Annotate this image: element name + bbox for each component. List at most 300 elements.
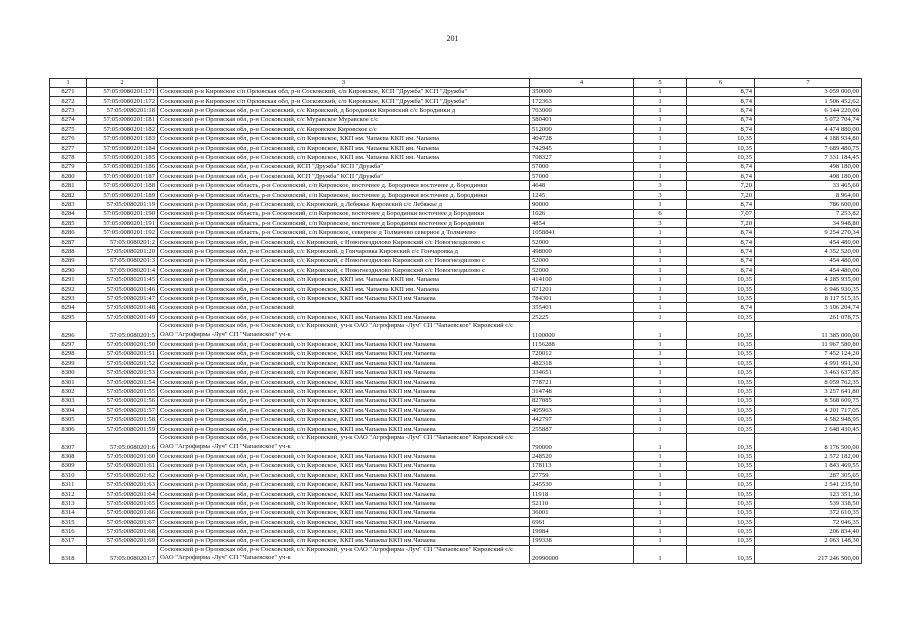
table-body: [50, 79, 862, 564]
location-cell: Сосковский р-н Орловская обл, р-н Сосковский, с/с Кировский, д Гончаровка Кировский с/с Гончаровка д: [158, 247, 530, 256]
table-row: [50, 434, 862, 452]
rate-cell: 10,35: [687, 275, 755, 284]
rate-cell: 10,35: [687, 452, 755, 461]
location-cell: Сосковский р-н Орловская обл, р-н Сосковский, с/с Кировское Кировское с/с: [158, 125, 530, 134]
table-row: [50, 162, 862, 171]
cadastral-number-cell: 57:05:0080201:49: [87, 312, 158, 321]
value-cell: 123 351,30: [755, 489, 862, 498]
table-row: [50, 275, 862, 284]
value-cell: 4 991 991,30: [755, 359, 862, 368]
table-row: [50, 424, 862, 433]
rate-cell: 8,74: [687, 162, 755, 171]
table-row: [50, 106, 862, 115]
row-number-cell: 8273: [50, 106, 87, 115]
location-cell: Сосковский р-н Орловская обл, р-н Сосковский, с/п Кировское, ККП им. Чапаева ККП им. Чапаева: [158, 143, 530, 152]
coefficient-cell: 1: [634, 284, 687, 293]
value-cell: 5 072 704,74: [755, 115, 862, 124]
area-cell: 20990000: [530, 546, 634, 564]
table-row: [50, 218, 862, 227]
location-cell: Сосковский р-н Орловская обл, р-н Сосковский, с/с Кировский, с Новогнездилово Кировский с/с Новогнездилово с: [158, 265, 530, 274]
value-cell: 7 253,82: [755, 209, 862, 218]
cadastral-number-cell: 57:05:0080201:7: [87, 546, 158, 564]
table-header-row: [50, 79, 862, 88]
area-cell: 827885: [530, 396, 634, 405]
cadastral-number-cell: 57:05:0080201:182: [87, 125, 158, 134]
row-number-cell: 8300: [50, 368, 87, 377]
coefficient-cell: 1: [634, 87, 687, 96]
area-cell: 172363: [530, 96, 634, 105]
rate-cell: 8,74: [687, 237, 755, 246]
value-cell: 2 572 182,00: [755, 452, 862, 461]
coefficient-cell: 1: [634, 115, 687, 124]
column-header: 4: [530, 79, 634, 88]
row-number-cell: 8304: [50, 406, 87, 415]
area-cell: 784301: [530, 294, 634, 303]
cadastral-number-cell: 57:05:0080201:63: [87, 480, 158, 489]
table-row: [50, 265, 862, 274]
table-row: [50, 415, 862, 424]
area-cell: 27759: [530, 470, 634, 479]
row-number-cell: 8284: [50, 209, 87, 218]
area-cell: 178113: [530, 461, 634, 470]
area-cell: 255887: [530, 424, 634, 433]
area-cell: 52110: [530, 499, 634, 508]
rate-cell: 8,74: [687, 115, 755, 124]
location-cell: Сосковский р-н Орловская обл, р-н Сосковский, с/п Кировское, ККП им Чапаева ККП им Чапаева: [158, 294, 530, 303]
location-cell: Сосковский р-н Орловская обл, р-н Сосковский, с/п Кировское, ККП им.Чапаева ККП им.Чапаева: [158, 480, 530, 489]
value-cell: 33 465,60: [755, 181, 862, 190]
coefficient-cell: 1: [634, 143, 687, 152]
cadastral-number-cell: 57:05:0080201:55: [87, 387, 158, 396]
cadastral-number-cell: 57:05:0080201:53: [87, 368, 158, 377]
area-cell: 11918: [530, 489, 634, 498]
row-number-cell: 8291: [50, 275, 87, 284]
location-cell: Сосковский р-н Орловская обл, р-н Сосковский, с/п Кировское, ККП им.Чапаева ККП им.Чапаева: [158, 359, 530, 368]
area-cell: 199338: [530, 536, 634, 545]
coefficient-cell: 1: [634, 275, 687, 284]
coefficient-cell: 1: [634, 517, 687, 526]
area-cell: 1026: [530, 209, 634, 218]
rate-cell: 10,35: [687, 470, 755, 479]
cadastral-number-cell: 57:05:0080201:4: [87, 265, 158, 274]
table-row: [50, 489, 862, 498]
cadastral-number-cell: 57:05:0080201:59: [87, 424, 158, 433]
location-cell: Сосковский р-н Орловская обл, р-н Сосковский, с/п Кировское, ККП им. Чапаева ККП им. Чапаева: [158, 284, 530, 293]
value-cell: 2 648 430,45: [755, 424, 862, 433]
area-cell: 742945: [530, 143, 634, 152]
row-number-cell: 8307: [50, 434, 87, 452]
value-cell: 498 180,00: [755, 162, 862, 171]
location-cell: Сосковский р-н Орловская обл, р-н Сосковский: [158, 303, 530, 312]
rate-cell: 10,35: [687, 508, 755, 517]
location-cell: Сосковский р-н Орловская обл, р-н Сосковский, с/п Кировское, ККП им. Чапаева ККП им. Чапаева: [158, 275, 530, 284]
rate-cell: 8,74: [687, 172, 755, 181]
row-number-cell: 8280: [50, 172, 87, 181]
value-cell: 261 078,75: [755, 312, 862, 321]
rate-cell: 10,35: [687, 349, 755, 358]
value-cell: 4 201 717,05: [755, 406, 862, 415]
rate-cell: 10,35: [687, 396, 755, 405]
cadastral-number-cell: 57:05:0080201:45: [87, 275, 158, 284]
row-number-cell: 8279: [50, 162, 87, 171]
area-cell: 355401: [530, 303, 634, 312]
row-number-cell: 8308: [50, 452, 87, 461]
location-cell: Сосковский р-н Орловская обл, р-н Сосковский, с/п Кировское, ККП им.Чапаева ККП им.Чапаева: [158, 461, 530, 470]
rate-cell: 10,35: [687, 406, 755, 415]
table-row: [50, 303, 862, 312]
table-row: [50, 349, 862, 358]
value-cell: 6 144 220,00: [755, 106, 862, 115]
rate-cell: 10,35: [687, 536, 755, 545]
coefficient-cell: 1: [634, 153, 687, 162]
table-row: [50, 536, 862, 545]
rate-cell: 10,35: [687, 312, 755, 321]
location-cell: Сосковский р-н Орловская обл, р-н Сосковский, с/п Кировское, ККП им.Чапаева ККП им.Чапаева: [158, 387, 530, 396]
value-cell: 8 176 500,00: [755, 434, 862, 452]
cadastral-number-cell: 57:05:0080201:64: [87, 489, 158, 498]
value-cell: 498 180,00: [755, 172, 862, 181]
coefficient-cell: 1: [634, 508, 687, 517]
cadastral-number-cell: 57:05:0080201:47: [87, 294, 158, 303]
area-cell: 1100000: [530, 322, 634, 340]
cadastral-number-cell: 57:05:0080201:57: [87, 406, 158, 415]
rate-cell: 10,35: [687, 368, 755, 377]
rate-cell: 7,07: [687, 209, 755, 218]
coefficient-cell: 1: [634, 359, 687, 368]
rate-cell: 10,35: [687, 499, 755, 508]
row-number-cell: 8316: [50, 527, 87, 536]
table-row: [50, 209, 862, 218]
row-number-cell: 8310: [50, 470, 87, 479]
table-row: [50, 396, 862, 405]
coefficient-cell: 3: [634, 190, 687, 199]
table-row: [50, 377, 862, 386]
table-row: [50, 406, 862, 415]
area-cell: 512000: [530, 125, 634, 134]
coefficient-cell: 1: [634, 434, 687, 452]
table-row: [50, 527, 862, 536]
location-cell: Сосковский р-н Орловская обл, р-н Сосковский, с/п Кировское, ККП им.Чапаева ККП им.Чапаева: [158, 349, 530, 358]
rate-cell: 10,35: [687, 340, 755, 349]
rate-cell: 7,20: [687, 181, 755, 190]
table-row: [50, 499, 862, 508]
value-cell: 539 338,50: [755, 499, 862, 508]
row-number-cell: 8315: [50, 517, 87, 526]
coefficient-cell: 3: [634, 181, 687, 190]
cadastral-number-cell: 57:05:0080201:65: [87, 499, 158, 508]
cadastral-number-cell: 57:05:0080201:56: [87, 396, 158, 405]
area-cell: 4648: [530, 181, 634, 190]
row-number-cell: 8276: [50, 134, 87, 143]
value-cell: 4 474 880,00: [755, 125, 862, 134]
cadastral-number-cell: 57:05:0080201:20: [87, 247, 158, 256]
row-number-cell: 8272: [50, 96, 87, 105]
table-row: [50, 508, 862, 517]
coefficient-cell: 1: [634, 396, 687, 405]
coefficient-cell: 3: [634, 218, 687, 227]
value-cell: 7 689 480,75: [755, 143, 862, 152]
value-cell: 287 305,65: [755, 470, 862, 479]
value-cell: 1 506 452,62: [755, 96, 862, 105]
cadastral-number-cell: 57:05:0080201:190: [87, 209, 158, 218]
location-cell: Сосковский р-н Орловская обл, р-н Сосковский, с/с Кировский, д Бородинки Кировский с/с Бородинки д: [158, 106, 530, 115]
value-cell: 11 967 580,80: [755, 340, 862, 349]
row-number-cell: 8271: [50, 87, 87, 96]
coefficient-cell: 1: [634, 546, 687, 564]
cadastral-number-cell: 57:05:0080201:187: [87, 172, 158, 181]
rate-cell: 10,35: [687, 134, 755, 143]
rate-cell: 8,74: [687, 96, 755, 105]
cadastral-number-cell: 57:05:0080201:62: [87, 470, 158, 479]
location-cell: Сосковский р-н Орловская обл, р-н Сосковский, с/с Кировский, уч-к ОАО "Агрофирма -Луч" СП "Чапаевское" Кировский с/с ОАО "Агрофирма -Луч" СП "Чапаевское" уч-к: [158, 322, 530, 340]
table-row: [50, 134, 862, 143]
row-number-cell: 8293: [50, 294, 87, 303]
table-row: [50, 546, 862, 564]
table-row: [50, 340, 862, 349]
rate-cell: 10,35: [687, 434, 755, 452]
row-number-cell: 8297: [50, 340, 87, 349]
value-cell: 454 480,00: [755, 256, 862, 265]
rate-cell: 10,35: [687, 546, 755, 564]
area-cell: 1245: [530, 190, 634, 199]
row-number-cell: 8311: [50, 480, 87, 489]
row-number-cell: 8299: [50, 359, 87, 368]
coefficient-cell: 1: [634, 480, 687, 489]
location-cell: Сосковский р-н Орловская обл, р-н Сосковский, с/с Кировский, с Новогнездилово Кировский с/с Новогнездилово с: [158, 237, 530, 246]
area-cell: 245530: [530, 480, 634, 489]
area-cell: 57000: [530, 172, 634, 181]
location-cell: Сосковский р-н Орловская обл, р-н Сосковский, с/с Кировский, уч-к ОАО "Агрофирма -Луч" СП "Чапаевское" Кировский с/с ОАО "Агрофирма -Луч" СП "Чапаевское" уч-к: [158, 434, 530, 452]
coefficient-cell: 1: [634, 294, 687, 303]
cadastral-number-cell: 57:05:0080201:171: [87, 87, 158, 96]
coefficient-cell: 1: [634, 452, 687, 461]
value-cell: 4 352 520,00: [755, 247, 862, 256]
rate-cell: 10,35: [687, 424, 755, 433]
area-cell: 52000: [530, 237, 634, 246]
row-number-cell: 8294: [50, 303, 87, 312]
cadastral-number-cell: 57:05:0080201:184: [87, 143, 158, 152]
value-cell: 8 059 762,35: [755, 377, 862, 386]
value-cell: 4 285 935,00: [755, 275, 862, 284]
coefficient-cell: 1: [634, 499, 687, 508]
coefficient-cell: 6: [634, 209, 687, 218]
rate-cell: 10,35: [687, 377, 755, 386]
row-number-cell: 8296: [50, 322, 87, 340]
area-cell: 314748: [530, 387, 634, 396]
row-number-cell: 8313: [50, 499, 87, 508]
cadastral-number-cell: 57:05:0080201:189: [87, 190, 158, 199]
column-header: 7: [755, 79, 862, 88]
location-cell: Сосковский р-н Орловская обл, р-н Сосковский, с/п Кировское, ККП им.Чапаева ККП им.Чапаева: [158, 368, 530, 377]
cadastral-number-cell: 57:05:0080201:50: [87, 340, 158, 349]
row-number-cell: 8303: [50, 396, 87, 405]
value-cell: 8 964,00: [755, 190, 862, 199]
table-row: [50, 153, 862, 162]
rate-cell: 10,35: [687, 284, 755, 293]
cadastral-number-cell: 57:05:0080201:69: [87, 536, 158, 545]
table-row: [50, 143, 862, 152]
coefficient-cell: 1: [634, 340, 687, 349]
table-row: [50, 470, 862, 479]
row-number-cell: 8309: [50, 461, 87, 470]
area-cell: 703000: [530, 106, 634, 115]
value-cell: 3 463 637,85: [755, 368, 862, 377]
area-cell: 6961: [530, 517, 634, 526]
location-cell: Сосковский р-н Орловская обл, р-н Сосковский, КСП "Дружба" КСП "Дружба": [158, 162, 530, 171]
location-cell: Сосковский р-н Орловская область, р-н Сосковский, с/п Кировское, восточнее д. Бородинки восточнее д. Бородинки: [158, 181, 530, 190]
value-cell: 372 610,35: [755, 508, 862, 517]
location-cell: Сосковский р-н Орловская обл, р-н Сосковский, с/п Кировское, ККП им.Чапаева ККП им.Чапаева: [158, 406, 530, 415]
cadastral-value-table: [49, 78, 862, 564]
table-row: [50, 247, 862, 256]
location-cell: Сосковский р-н Орловская обл, р-н Сосковский, с/п Кировское, ККП им.Чапаева ККП им.Чапаева: [158, 536, 530, 545]
coefficient-cell: 1: [634, 96, 687, 105]
table-row: [50, 172, 862, 181]
cadastral-number-cell: 57:05:0080201:61: [87, 461, 158, 470]
area-cell: 90000: [530, 200, 634, 209]
table-row: [50, 359, 862, 368]
page-number: 201: [446, 34, 459, 43]
rate-cell: 10,35: [687, 143, 755, 152]
rate-cell: 10,35: [687, 322, 755, 340]
cadastral-number-cell: 57:05:0080201:6: [87, 434, 158, 452]
value-cell: 11 385 000,00: [755, 322, 862, 340]
table-row: [50, 87, 862, 96]
coefficient-cell: 1: [634, 200, 687, 209]
table-row: [50, 125, 862, 134]
location-cell: Сосковский р-н Орловская обл, р-н Сосковский, с/с Кировский, д Лебяжье Кировский с/с Лебяжье д: [158, 200, 530, 209]
row-number-cell: 8278: [50, 153, 87, 162]
location-cell: Сосковский р-н Орловская обл, р-н Сосковский, с/п Кировское, ККП им.Чапаева ККП им.Чапаева: [158, 340, 530, 349]
area-cell: 442797: [530, 415, 634, 424]
area-cell: 1156288: [530, 340, 634, 349]
cadastral-number-cell: 57:05:0080201:58: [87, 415, 158, 424]
area-cell: 708327: [530, 153, 634, 162]
rate-cell: 8,74: [687, 256, 755, 265]
row-number-cell: 8288: [50, 247, 87, 256]
rate-cell: 10,35: [687, 359, 755, 368]
value-cell: 72 046,35: [755, 517, 862, 526]
coefficient-cell: 1: [634, 228, 687, 237]
coefficient-cell: 1: [634, 536, 687, 545]
cadastral-number-cell: 57:05:0080201:18: [87, 106, 158, 115]
table-row: [50, 228, 862, 237]
rate-cell: 10,35: [687, 489, 755, 498]
value-cell: 3 059 000,00: [755, 87, 862, 96]
location-cell: Сосковский р-н Орловская обл, р-н Сосковский, с/п Кировское, ККП им.Чапаева ККП им.Чапаева: [158, 527, 530, 536]
coefficient-cell: 1: [634, 265, 687, 274]
value-cell: 2 063 148,30: [755, 536, 862, 545]
rate-cell: 8,74: [687, 106, 755, 115]
row-number-cell: 8302: [50, 387, 87, 396]
row-number-cell: 8314: [50, 508, 87, 517]
area-cell: 36001: [530, 508, 634, 517]
value-cell: 4 582 948,95: [755, 415, 862, 424]
table-row: [50, 517, 862, 526]
row-number-cell: 8295: [50, 312, 87, 321]
rate-cell: 8,74: [687, 303, 755, 312]
coefficient-cell: 1: [634, 470, 687, 479]
row-number-cell: 8285: [50, 218, 87, 227]
location-cell: Сосковский р-н Орловская обл, р-н Сосковский, с/п Кировское, ККП им.Чапаева ККП им.Чапаева: [158, 396, 530, 405]
coefficient-cell: 1: [634, 415, 687, 424]
table-row: [50, 115, 862, 124]
coefficient-cell: 1: [634, 349, 687, 358]
cadastral-number-cell: 57:05:0080201:188: [87, 181, 158, 190]
coefficient-cell: 1: [634, 172, 687, 181]
row-number-cell: 8281: [50, 181, 87, 190]
row-number-cell: 8312: [50, 489, 87, 498]
value-cell: 786 600,00: [755, 200, 862, 209]
rate-cell: 8,74: [687, 200, 755, 209]
location-cell: Сосковский р-н Орловская обл, р-н Сосковский, с/п Кировское, ККП им.Чапаева ККП им.Чапаева: [158, 377, 530, 386]
location-cell: Сосковский р-н Орловская обл, р-н Сосковский, с/п Кировское, ККП им.Чапаева ККП им.Чапаева: [158, 470, 530, 479]
value-cell: 454 480,00: [755, 265, 862, 274]
cadastral-number-cell: 57:05:0080201:66: [87, 508, 158, 517]
row-number-cell: 8277: [50, 143, 87, 152]
rate-cell: 7,20: [687, 218, 755, 227]
coefficient-cell: 1: [634, 247, 687, 256]
coefficient-cell: 1: [634, 106, 687, 115]
value-cell: 2 541 235,50: [755, 480, 862, 489]
table-row: [50, 387, 862, 396]
location-cell: Сосковский р-н Орловская обл, р-н Сосковский, с/с Муравское Муравское с/с: [158, 115, 530, 124]
row-number-cell: 8292: [50, 284, 87, 293]
value-cell: 6 946 930,35: [755, 284, 862, 293]
area-cell: 790000: [530, 434, 634, 452]
rate-cell: 10,35: [687, 461, 755, 470]
rate-cell: 7,20: [687, 190, 755, 199]
location-cell: Сосковский р-н Орловская область, р-н Сосковский, с/п Кировское, восточнее д Бородинки восточнее д Бородинки: [158, 209, 530, 218]
table-row: [50, 312, 862, 321]
table-row: [50, 256, 862, 265]
value-cell: 454 480,00: [755, 237, 862, 246]
column-header: 1: [50, 79, 87, 88]
rate-cell: 8,74: [687, 125, 755, 134]
cadastral-number-cell: 57:05:0080201:54: [87, 377, 158, 386]
coefficient-cell: 1: [634, 406, 687, 415]
row-number-cell: 8305: [50, 415, 87, 424]
row-number-cell: 8286: [50, 228, 87, 237]
area-cell: 1058841: [530, 228, 634, 237]
area-cell: 671201: [530, 284, 634, 293]
rate-cell: 10,35: [687, 294, 755, 303]
area-cell: 404728: [530, 134, 634, 143]
location-cell: Сосковский р-н Орловская область, р-н Сосковский, с/п Кировское, восточнее д Бородинки восточнее д Бородинки: [158, 218, 530, 227]
area-cell: 482318: [530, 359, 634, 368]
cadastral-number-cell: 57:05:0080201:186: [87, 162, 158, 171]
table-row: [50, 480, 862, 489]
value-cell: 8 117 515,35: [755, 294, 862, 303]
cadastral-number-cell: 57:05:0080201:2: [87, 237, 158, 246]
cadastral-number-cell: 57:05:0080201:181: [87, 115, 158, 124]
cadastral-number-cell: 57:05:0080201:183: [87, 134, 158, 143]
coefficient-cell: 1: [634, 461, 687, 470]
row-number-cell: 8289: [50, 256, 87, 265]
area-cell: 405963: [530, 406, 634, 415]
location-cell: Сосковский р-н Орловская обл, р-н Сосковский, с/п Кировское, ККП им. Чапаева ККП им. Чапаева: [158, 153, 530, 162]
column-header: 5: [634, 79, 687, 88]
value-cell: 7 331 184,45: [755, 153, 862, 162]
cadastral-number-cell: 57:05:0080201:52: [87, 359, 158, 368]
coefficient-cell: 1: [634, 125, 687, 134]
area-cell: 334651: [530, 368, 634, 377]
row-number-cell: 8317: [50, 536, 87, 545]
location-cell: Сосковский р-н Орловская обл, р-н Сосковский, с/п Кировское, ККП им.Чапаева ККП им.Чапаева: [158, 452, 530, 461]
cadastral-number-cell: 57:05:0080201:185: [87, 153, 158, 162]
coefficient-cell: 1: [634, 134, 687, 143]
cadastral-number-cell: 57:05:0080201:48: [87, 303, 158, 312]
